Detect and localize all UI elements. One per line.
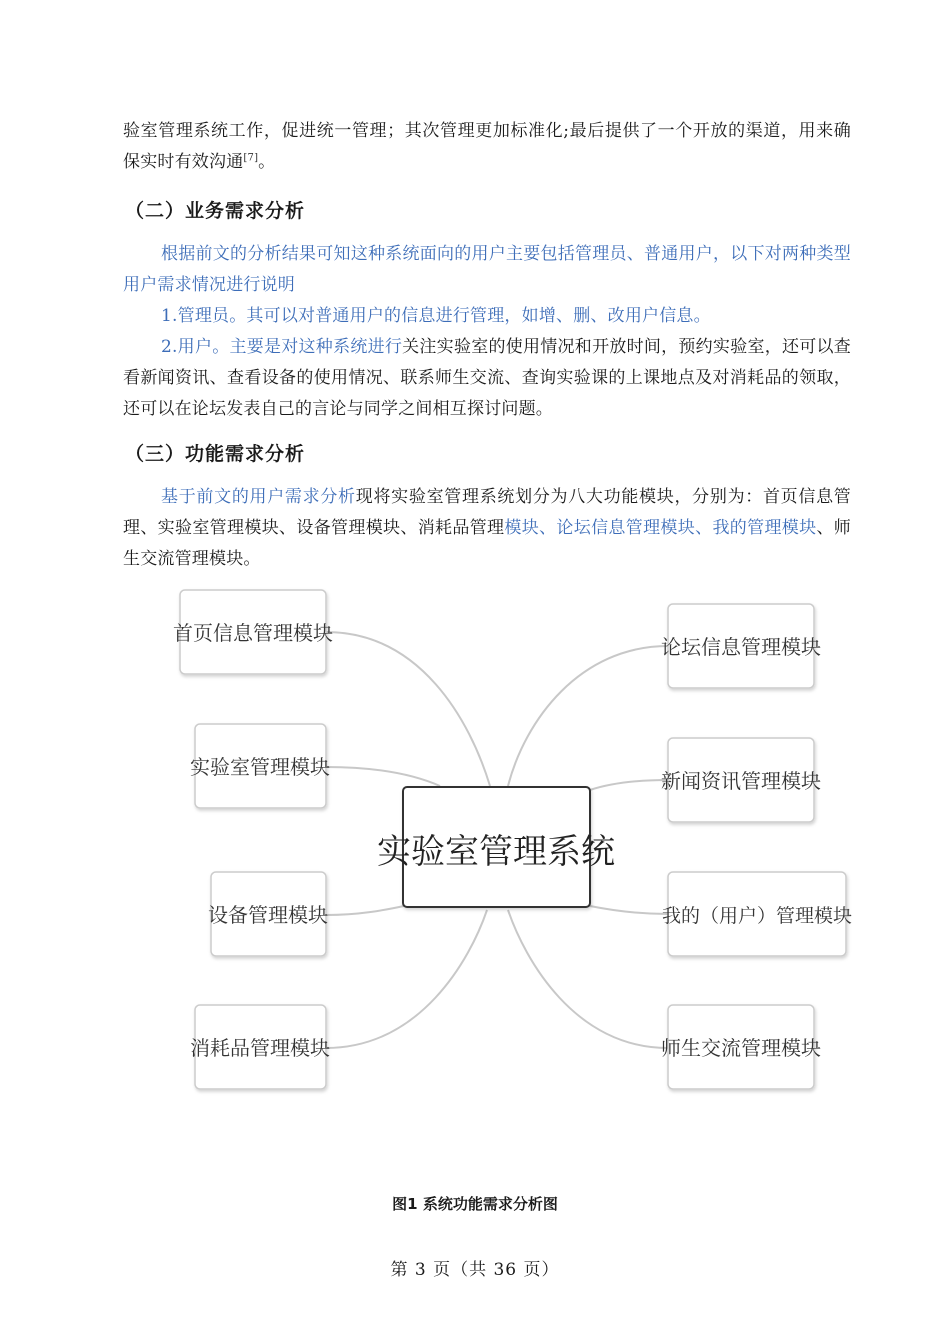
center-node-label: 实验室管理系统 [377, 832, 615, 872]
function-blue-modules: 模块、论坛信息管理模块、我的管理模块 [504, 518, 817, 538]
node-label-teacher-student: 师生交流管理模块 [661, 1036, 821, 1060]
admin-requirement-paragraph: 1.管理员。其可以对普通用户的信息进行管理，如增、删、改用户信息。 [161, 306, 711, 326]
mindmap-node-forum [661, 604, 821, 688]
connector-right-1 [508, 646, 668, 786]
connector-right-4 [508, 910, 668, 1048]
connector-left-4 [326, 910, 487, 1048]
intro-end: 。 [258, 152, 276, 172]
function-lead: 基于前文的用户需求分析 [161, 487, 356, 507]
connector-left-2 [326, 767, 440, 786]
node-label-consumables: 消耗品管理模块 [190, 1036, 330, 1060]
mindmap-node-equipment [208, 872, 328, 956]
section-heading-business: （二）业务需求分析 [125, 200, 306, 222]
function-paragraph [123, 482, 851, 575]
intro-paragraph [123, 116, 851, 178]
user-requirement-paragraph [123, 332, 851, 425]
section-heading-function: （三）功能需求分析 [125, 443, 306, 465]
node-label-my-user: 我的（用户）管理模块 [661, 905, 853, 927]
user-requirement-body: 关注实验室的使用情况和开放时间，预约实验室，还可以查看新闻资讯、查看设备的使用情况、联系师生交流、查询实验课的上课地点及对消耗品的领取，还可以在论坛发表自己的言论与同学之间相互探讨问题。 [123, 337, 851, 419]
mindmap-node-news [661, 738, 821, 822]
mindmap-node-lab [190, 724, 330, 808]
connector-right-2 [590, 780, 668, 790]
page-footer: 第 3 页（共 36 页） [390, 1260, 560, 1280]
intro-text: 验室管理系统工作，促进统一管理；其次管理更加标准化;最后提供了一个开放的渠道，用来确保实时有效沟通 [123, 121, 851, 172]
connector-right-3 [590, 906, 668, 914]
connector-left-1 [326, 632, 490, 786]
mindmap-center-node [377, 787, 615, 907]
node-label-equipment: 设备管理模块 [208, 903, 328, 927]
business-intro-paragraph: 根据前文的分析结果可知这种系统面向的用户主要包括管理员、普通用户，以下对两种类型用户需求情况进行说明 [123, 244, 851, 295]
mindmap-node-my-user [662, 872, 852, 956]
function-body-2: 、师生交流管理模块。 [123, 518, 852, 569]
function-mindmap [0, 580, 950, 1100]
user-requirement-lead: 2.用户。主要是对这种系统进行 [161, 337, 403, 357]
figure-caption: 图1 系统功能需求分析图 [392, 1195, 558, 1213]
node-label-home-info: 首页信息管理模块 [173, 621, 333, 645]
node-label-lab: 实验室管理模块 [190, 755, 330, 779]
node-label-news: 新闻资讯管理模块 [661, 769, 821, 793]
mindmap-node-home-info [173, 590, 333, 674]
node-label-forum: 论坛信息管理模块 [661, 635, 821, 659]
citation-ref: [7] [243, 152, 259, 164]
mindmap-node-consumables [190, 1005, 330, 1089]
connector-left-3 [326, 906, 404, 915]
mindmap-node-teacher-student [661, 1005, 821, 1089]
function-body-1: 现将实验室管理系统划分为八大功能模块，分别为：首页信息管理、实验室管理模块、设备管理模块、消耗品管理 [123, 487, 851, 538]
